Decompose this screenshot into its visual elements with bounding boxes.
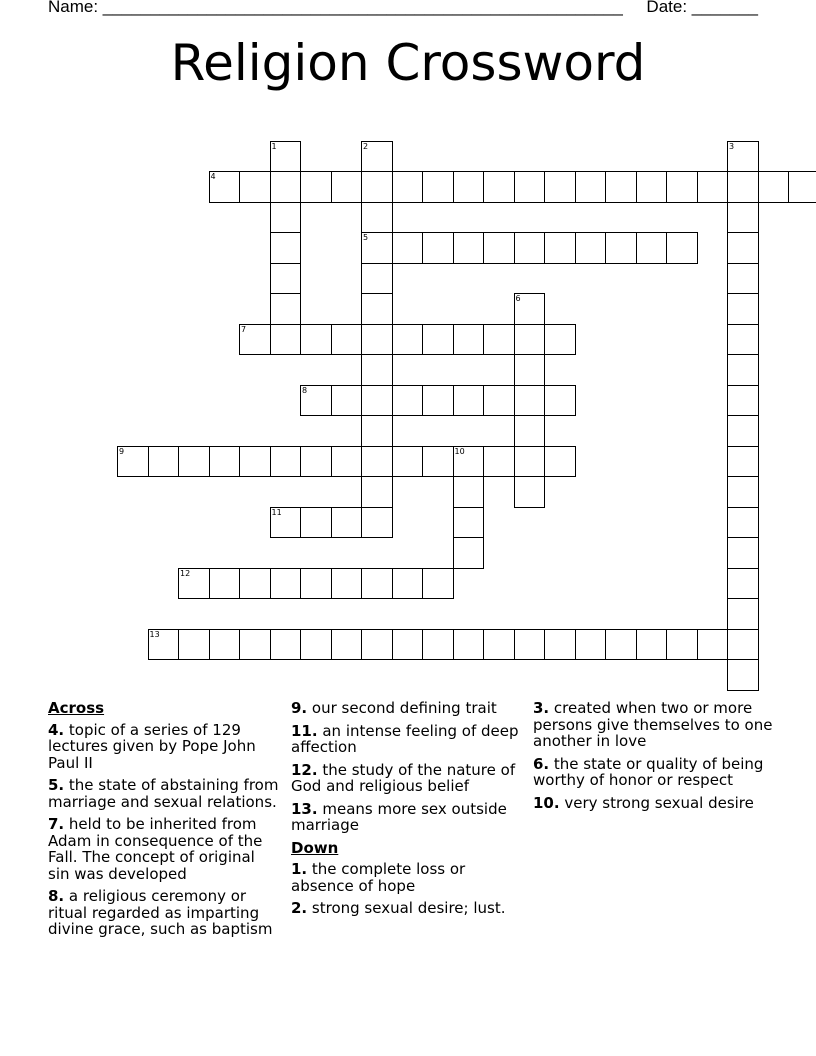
grid-cell[interactable]	[453, 629, 485, 661]
grid-cell[interactable]	[270, 568, 302, 600]
grid-cell[interactable]	[453, 232, 485, 264]
grid-cell[interactable]	[361, 629, 393, 661]
grid-cell[interactable]	[239, 171, 271, 203]
grid-cell[interactable]	[148, 446, 180, 478]
grid-cell[interactable]	[331, 385, 363, 417]
clues-column-1	[48, 700, 280, 944]
grid-cell[interactable]	[300, 507, 332, 539]
grid-cell[interactable]	[361, 385, 393, 417]
grid-cell[interactable]	[209, 568, 241, 600]
grid-cell[interactable]	[392, 385, 424, 417]
clue-number: 12.	[291, 760, 318, 779]
grid-cell[interactable]	[392, 568, 424, 600]
clue-down-1	[291, 861, 521, 894]
clue-across-5	[48, 777, 280, 810]
grid-cell[interactable]	[514, 232, 546, 264]
grid-cell[interactable]	[422, 232, 454, 264]
grid-cell[interactable]	[361, 415, 393, 447]
grid-cell[interactable]	[514, 629, 546, 661]
grid-cell[interactable]	[331, 568, 363, 600]
grid-cell[interactable]	[270, 629, 302, 661]
cell-number: 5	[363, 233, 369, 242]
grid-cell[interactable]	[361, 171, 393, 203]
cell-number: 2	[363, 141, 369, 151]
clue-across-4	[48, 722, 280, 772]
grid-cell[interactable]	[392, 629, 424, 661]
grid-cell[interactable]	[727, 415, 759, 447]
grid-cell[interactable]	[605, 171, 637, 203]
grid-cell[interactable]	[361, 354, 393, 386]
grid-cell[interactable]	[514, 446, 546, 478]
grid-cell[interactable]	[209, 446, 241, 478]
grid-cell[interactable]	[453, 324, 485, 356]
clues-column-3	[533, 700, 773, 817]
cell-number: 4	[210, 172, 216, 181]
grid-cell[interactable]	[117, 446, 149, 478]
grid-cell[interactable]	[727, 629, 759, 661]
grid-cell[interactable]	[331, 507, 363, 539]
grid-cell[interactable]	[422, 385, 454, 417]
grid-cell[interactable]	[239, 324, 271, 356]
grid-cell[interactable]	[575, 232, 607, 264]
clue-number: 10.	[533, 793, 560, 812]
clue-text: strong sexual desire; lust.	[311, 899, 506, 917]
grid-cell[interactable]	[514, 385, 546, 417]
cell-number: 6	[515, 294, 521, 303]
clue-number: 13.	[291, 799, 318, 818]
grid-cell[interactable]	[148, 629, 180, 661]
clue-number: 6.	[533, 754, 550, 773]
grid-cell[interactable]	[727, 385, 759, 417]
grid-cell[interactable]	[483, 324, 515, 356]
grid-cell[interactable]	[605, 629, 637, 661]
grid-cell[interactable]	[422, 568, 454, 600]
grid-cell[interactable]	[483, 385, 515, 417]
grid-cell[interactable]	[300, 446, 332, 478]
grid-cell[interactable]	[392, 446, 424, 478]
clue-across-7	[48, 816, 280, 882]
grid-cell[interactable]	[300, 385, 332, 417]
name-date-line: Name: _______________________________________________________ Date: _______	[48, 0, 758, 16]
grid-cell[interactable]	[788, 171, 816, 203]
grid-cell[interactable]	[453, 446, 485, 478]
grid-cell[interactable]	[270, 263, 302, 295]
clue-down-6	[533, 756, 773, 789]
grid-cell[interactable]	[392, 232, 424, 264]
grid-cell[interactable]	[361, 232, 393, 264]
grid-cell[interactable]	[697, 629, 729, 661]
grid-cell[interactable]	[361, 293, 393, 325]
grid-cell[interactable]	[483, 629, 515, 661]
clue-down-10	[533, 795, 773, 812]
grid-cell[interactable]	[270, 293, 302, 325]
grid-cell[interactable]	[239, 629, 271, 661]
grid-cell[interactable]	[666, 232, 698, 264]
clue-down-2	[291, 900, 521, 917]
grid-cell[interactable]	[270, 507, 302, 539]
grid-cell[interactable]	[727, 293, 759, 325]
grid-cell[interactable]	[270, 446, 302, 478]
grid-cell[interactable]	[239, 446, 271, 478]
grid-cell[interactable]	[483, 171, 515, 203]
grid-cell[interactable]	[727, 171, 759, 203]
grid-cell[interactable]	[361, 446, 393, 478]
page-title: Religion Crossword	[170, 34, 646, 92]
grid-cell[interactable]	[209, 629, 241, 661]
grid-cell[interactable]	[331, 324, 363, 356]
grid-cell[interactable]	[453, 476, 485, 508]
grid-cell[interactable]	[270, 232, 302, 264]
grid-cell[interactable]	[361, 202, 393, 234]
clue-across-8	[48, 888, 280, 938]
grid-cell[interactable]	[727, 263, 759, 295]
grid-cell[interactable]	[727, 537, 759, 569]
grid-cell[interactable]	[727, 232, 759, 264]
clue-number: 9.	[291, 699, 308, 717]
grid-cell[interactable]	[514, 415, 546, 447]
grid-cell[interactable]	[514, 354, 546, 386]
clue-across-12	[291, 762, 521, 795]
grid-cell[interactable]	[727, 659, 759, 691]
cell-number: 10	[454, 446, 465, 456]
grid-cell[interactable]	[514, 324, 546, 356]
grid-cell[interactable]	[727, 476, 759, 508]
clue-text: very strong sexual desire	[564, 793, 754, 812]
grid-cell[interactable]	[727, 324, 759, 356]
grid-cell[interactable]	[514, 476, 546, 508]
clue-number: 2.	[291, 899, 308, 917]
grid-cell[interactable]	[544, 446, 576, 478]
grid-cell[interactable]	[300, 568, 332, 600]
grid-cell[interactable]	[453, 507, 485, 539]
cell-number: 9	[119, 446, 125, 456]
grid-cell[interactable]	[453, 537, 485, 569]
clues-column-2	[291, 700, 521, 923]
grid-cell[interactable]	[727, 202, 759, 234]
grid-cell[interactable]	[727, 354, 759, 386]
clue-text: created when two or more persons give themselves to one another in love	[533, 699, 773, 750]
grid-cell[interactable]	[361, 507, 393, 539]
clue-text: a religious ceremony or ritual regarded as imparting divine grace, such as baptism	[48, 887, 273, 938]
clue-number: 4.	[48, 720, 65, 739]
grid-cell[interactable]	[270, 171, 302, 203]
grid-cell[interactable]	[514, 293, 546, 325]
grid-cell[interactable]	[422, 324, 454, 356]
clue-text: means more sex outside marriage	[291, 799, 507, 834]
clue-number: 7.	[48, 815, 65, 833]
clue-text: the study of the nature of God and religious belief	[291, 760, 516, 795]
grid-cell[interactable]	[331, 171, 363, 203]
grid-cell[interactable]	[727, 141, 759, 173]
clue-number: 5.	[48, 776, 65, 794]
grid-cell[interactable]	[697, 171, 729, 203]
grid-cell[interactable]	[300, 324, 332, 356]
grid-cell[interactable]	[605, 232, 637, 264]
grid-cell[interactable]	[727, 507, 759, 539]
grid-cell[interactable]	[178, 629, 210, 661]
grid-cell[interactable]	[483, 232, 515, 264]
grid-cell[interactable]	[361, 141, 393, 173]
grid-cell[interactable]	[575, 171, 607, 203]
clue-down-3	[533, 700, 773, 750]
cell-number: 11	[271, 507, 282, 517]
grid-cell[interactable]	[453, 171, 485, 203]
grid-cell[interactable]	[544, 385, 576, 417]
grid-cell[interactable]	[178, 446, 210, 478]
grid-cell[interactable]	[666, 629, 698, 661]
clue-text: the state of abstaining from marriage and sexual relations.	[48, 776, 279, 811]
grid-cell[interactable]	[727, 598, 759, 630]
grid-cell[interactable]	[361, 568, 393, 600]
grid-cell[interactable]	[422, 446, 454, 478]
grid-cell[interactable]	[544, 232, 576, 264]
grid-cell[interactable]	[392, 324, 424, 356]
down-heading: Down	[291, 838, 339, 857]
grid-cell[interactable]	[300, 171, 332, 203]
clue-text: our second defining trait	[311, 699, 497, 717]
cell-number: 1	[271, 141, 277, 151]
cell-number: 3	[729, 141, 735, 151]
grid-cell[interactable]	[300, 629, 332, 661]
cell-number: 12	[180, 568, 191, 578]
clue-across-9	[291, 700, 521, 717]
grid-cell[interactable]	[544, 629, 576, 661]
clue-text: the state or quality of being worthy of honor or respect	[533, 754, 764, 789]
clue-number: 1.	[291, 860, 308, 878]
grid-cell[interactable]	[544, 324, 576, 356]
grid-cell[interactable]	[270, 202, 302, 234]
grid-cell[interactable]	[331, 446, 363, 478]
grid-cell[interactable]	[361, 324, 393, 356]
grid-cell[interactable]	[178, 568, 210, 600]
clue-number: 11.	[291, 721, 318, 740]
cell-number: 7	[241, 324, 247, 334]
clue-text: held to be inherited from Adam in consequence of the Fall. The concept of original sin was developed	[48, 815, 263, 883]
clue-number: 3.	[533, 699, 550, 717]
grid-cell[interactable]	[270, 141, 302, 173]
clue-number: 8.	[48, 887, 65, 905]
across-heading: Across	[48, 699, 105, 717]
clue-text: an intense feeling of deep affection	[291, 721, 519, 756]
grid-cell[interactable]	[361, 263, 393, 295]
grid-cell[interactable]	[666, 171, 698, 203]
cell-number: 8	[302, 385, 308, 395]
clue-text: topic of a series of 129 lectures given by Pope John Paul II	[48, 720, 256, 772]
grid-cell[interactable]	[727, 446, 759, 478]
grid-cell[interactable]	[483, 446, 515, 478]
grid-cell[interactable]	[392, 171, 424, 203]
grid-cell[interactable]	[575, 629, 607, 661]
cell-number: 13	[149, 629, 160, 639]
grid-cell[interactable]	[636, 171, 668, 203]
grid-cell[interactable]	[209, 171, 241, 203]
grid-cell[interactable]	[758, 171, 790, 203]
grid-cell[interactable]	[453, 385, 485, 417]
grid-cell[interactable]	[636, 232, 668, 264]
grid-cell[interactable]	[544, 171, 576, 203]
grid-cell[interactable]	[270, 324, 302, 356]
grid-cell[interactable]	[727, 568, 759, 600]
clue-across-13	[291, 801, 521, 834]
grid-cell[interactable]	[331, 629, 363, 661]
grid-cell[interactable]	[422, 629, 454, 661]
grid-cell[interactable]	[636, 629, 668, 661]
grid-cell[interactable]	[514, 171, 546, 203]
clue-across-11	[291, 723, 521, 756]
grid-cell[interactable]	[239, 568, 271, 600]
grid-cell[interactable]	[361, 476, 393, 508]
grid-cell[interactable]	[422, 171, 454, 203]
clue-text: the complete loss or absence of hope	[291, 860, 466, 895]
